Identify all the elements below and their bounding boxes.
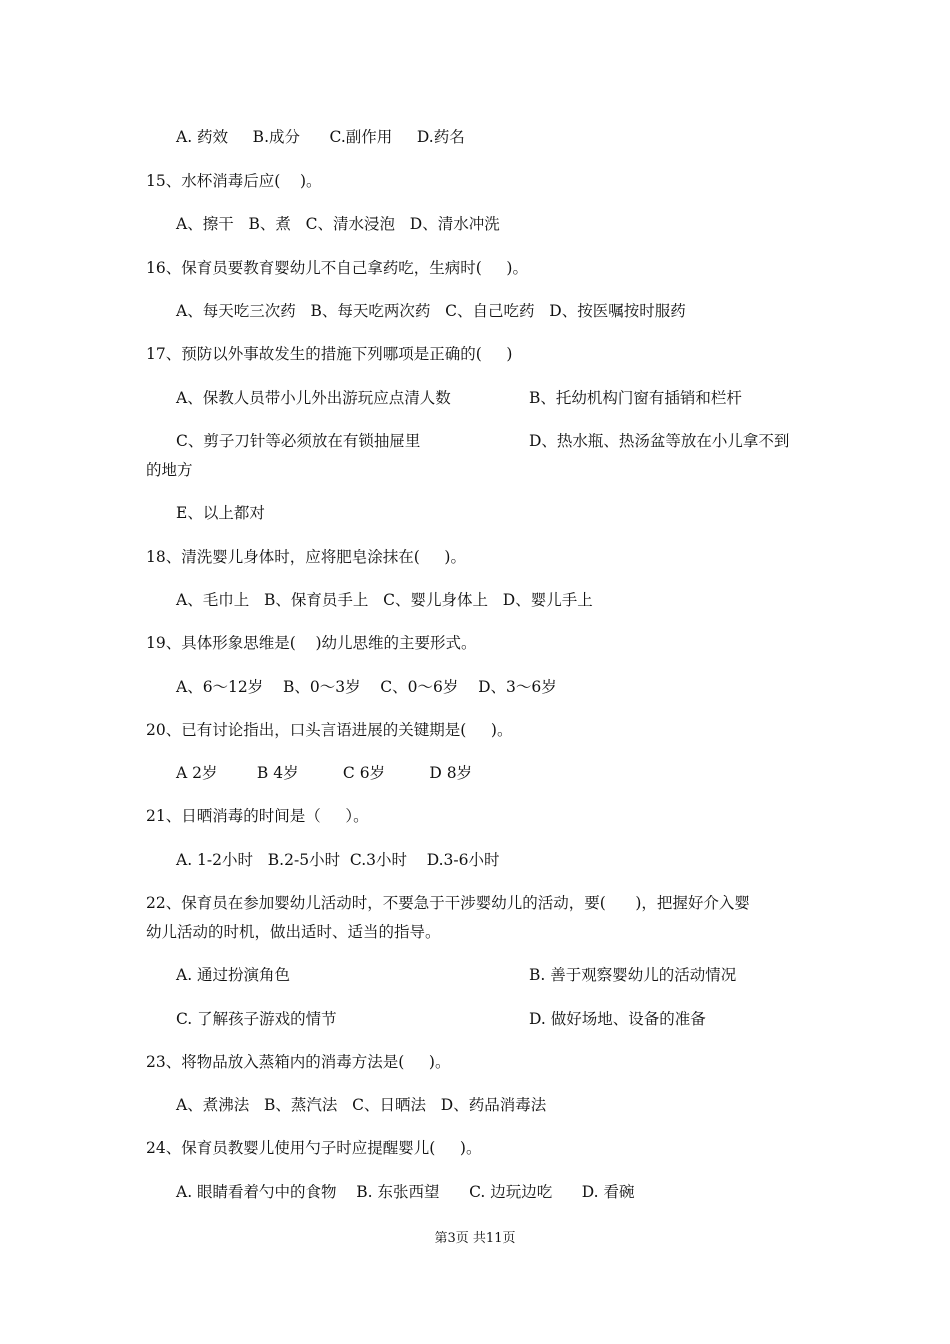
q21-options: A. 1-2小时 B.2-5小时 C.3小时 D.3-6小时	[176, 851, 500, 869]
q18-options: A、毛巾上 B、保育员手上 C、婴儿身体上 D、婴儿手上	[176, 591, 593, 609]
question-19: 19、具体形象思维是( )幼儿思维的主要形式。	[146, 634, 477, 652]
q17-option-a: A、保教人员带小儿外出游玩应点清人数	[176, 389, 451, 407]
question-21: 21、日晒消毒的时间是（ ）。	[146, 807, 369, 825]
q22-option-b: B. 善于观察婴幼儿的活动情况	[529, 966, 737, 984]
q22-option-c: C. 了解孩子游戏的情节	[176, 1010, 337, 1028]
question-22-continued: 幼儿活动的时机，做出适时、适当的指导。	[146, 923, 441, 941]
question-24: 24、保育员教婴儿使用勺子时应提醒婴儿( )。	[146, 1139, 482, 1157]
q17-option-e: E、以上都对	[176, 504, 265, 522]
question-17: 17、预防以外事故发生的措施下列哪项是正确的( )	[146, 345, 513, 363]
question-15: 15、水杯消毒后应( )。	[146, 172, 322, 190]
q23-options: A、煮沸法 B、蒸汽法 C、日晒法 D、药品消毒法	[176, 1096, 547, 1114]
q15-options: A、擦干 B、煮 C、清水浸泡 D、清水冲洗	[176, 215, 500, 233]
question-20: 20、已有讨论指出，口头言语进展的关键期是( )。	[146, 721, 513, 739]
q17-option-c: C、剪子刀针等必须放在有锁抽屉里	[176, 432, 421, 450]
question-16: 16、保育员要教育婴幼儿不自己拿药吃，生病时( )。	[146, 259, 528, 277]
q17-option-b: B、托幼机构门窗有插销和栏杆	[529, 389, 742, 407]
q22-option-a: A. 通过扮演角色	[176, 966, 291, 984]
q24-options: A. 眼睛看着勺中的食物 B. 东张西望 C. 边玩边吃 D. 看碗	[176, 1183, 635, 1201]
question-18: 18、清洗婴儿身体时，应将肥皂涂抹在( )。	[146, 548, 466, 566]
question-22: 22、保育员在参加婴幼儿活动时，不要急于干涉婴幼儿的活动，要( )，把握好介入婴	[146, 894, 750, 912]
q14-options: A. 药效 B.成分 C.副作用 D.药名	[176, 128, 465, 146]
q17-option-d-continued: 的地方	[146, 461, 193, 479]
page-footer: 第3页 共11页	[434, 1231, 516, 1246]
q17-option-d: D、热水瓶、热汤盆等放在小儿拿不到	[529, 432, 790, 450]
q22-option-d: D. 做好场地、设备的准备	[529, 1010, 706, 1028]
q19-options: A、6～12岁 B、0～3岁 C、0～6岁 D、3～6岁	[176, 678, 557, 696]
q16-options: A、每天吃三次药 B、每天吃两次药 C、自己吃药 D、按医嘱按时服药	[176, 302, 686, 320]
q20-options: A 2岁 B 4岁 C 6岁 D 8岁	[176, 764, 473, 782]
question-23: 23、将物品放入蒸箱内的消毒方法是( )。	[146, 1053, 451, 1071]
